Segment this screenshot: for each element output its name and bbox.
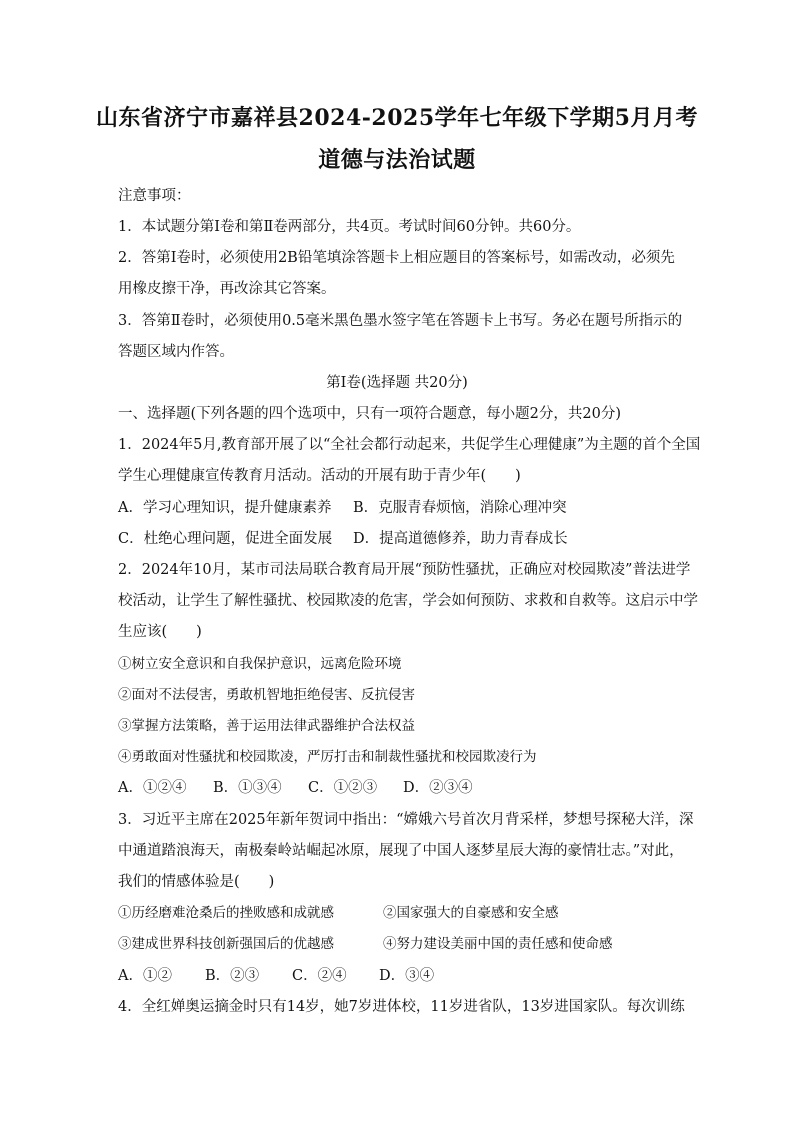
- note-1: 1．本试题分第Ⅰ卷和第Ⅱ卷两部分，共4页。考试时间60分钟。共60分。: [118, 219, 581, 235]
- q3-stem-line3: 我们的情感体验是( ): [118, 874, 275, 890]
- section-instruction: 一、选择题(下列各题的四个选项中，只有一项符合题意，每小题2分，共20分): [118, 406, 621, 422]
- q3-option-c: C．②④: [292, 968, 347, 984]
- q1-stem-line2: 学生心理健康宣传教育月活动。活动的开展有助于青少年( ): [118, 468, 521, 484]
- q2-options-row: [118, 777, 678, 799]
- q2-statement-4: ④勇敢面对性骚扰和校园欺凌，严厉打击和制裁性骚扰和校园欺凌行为: [118, 749, 537, 765]
- q3-statements-row2: [118, 933, 678, 955]
- exam-title-line1: 山东省济宁市嘉祥县2024-2025学年七年级下学期5月月考: [96, 105, 698, 131]
- q3-option-b: B．②③: [205, 968, 260, 984]
- q3-stem-line1: 3．习近平主席在2025年新年贺词中指出：“嫦娥六号首次月背采样，梦想号探秘大洋，深: [118, 812, 694, 828]
- q2-stem-line1: 2．2024年10月，某市司法局联合教育局开展“预防性骚扰，正确应对校园欺凌”普法进学: [118, 562, 691, 578]
- note-2-line1: 2．答第Ⅰ卷时，必须使用2B铅笔填涂答题卡上相应题目的答案标号，如需改动，必须先: [118, 250, 675, 266]
- q3-stem-line2: 中通道踏浪海天，南极秦岭站崛起冰原，展现了中国人逐梦星辰大海的豪情壮志。”对此，: [118, 843, 684, 859]
- q3-statement-1: ①历经磨难沧桑后的挫败感和成就感: [118, 905, 334, 921]
- q2-stem-line3: 生应该( ): [118, 624, 202, 640]
- q3-options-row: [118, 965, 678, 987]
- q2-option-a: A．①②④: [118, 780, 187, 796]
- q2-statement-2: ②面对不法侵害，勇敢机智地拒绝侵害、反抗侵害: [118, 687, 415, 703]
- part-one-title: 第Ⅰ卷(选择题 共20分): [326, 375, 468, 391]
- note-2-line2: 用橡皮擦干净，再改涂其它答案。: [118, 281, 336, 297]
- q1-option-b: B．克服青春烦恼，消除心理冲突: [353, 500, 567, 516]
- q1-stem-line1: 1．2024年5月,教育部开展了以“全社会都行动起来，共促学生心理健康”为主题的首个全国: [118, 437, 701, 453]
- q4-stem-line1: 4．全红婵奥运摘金时只有14岁，她7岁进体校，11岁进省队，13岁进国家队。每次训练: [118, 999, 685, 1015]
- q3-statement-4: ④努力建设美丽中国的责任感和使命感: [383, 936, 613, 952]
- q2-statement-3: ③掌握方法策略，善于运用法律武器维护合法权益: [118, 718, 415, 734]
- q3-option-a: A．①②: [118, 968, 172, 984]
- q1-option-c: C．杜绝心理问题，促进全面发展: [118, 531, 333, 547]
- q3-statement-3: ③建成世界科技创新强国后的优越感: [118, 936, 334, 952]
- q2-option-b: B．①③④: [213, 780, 282, 796]
- q3-option-d: D．③④: [379, 968, 435, 984]
- q3-statement-2: ②国家强大的自豪感和安全感: [383, 905, 559, 921]
- q2-option-c: C．①②③: [308, 780, 378, 796]
- exam-title-line2: 道德与法治试题: [318, 147, 476, 173]
- q1-options-row2: [118, 528, 678, 550]
- q2-option-d: D．②③④: [403, 780, 473, 796]
- note-3-line1: 3．答第Ⅱ卷时，必须使用0.5毫米黑色墨水签字笔在答题卡上书写。务必在题号所指示的: [118, 313, 683, 329]
- q1-options-row1: [118, 497, 678, 519]
- note-3-line2: 答题区域内作答。: [118, 344, 234, 360]
- q2-statement-1: ①树立安全意识和自我保护意识，远离危险环境: [118, 656, 402, 672]
- notes-heading: 注意事项：: [118, 188, 191, 204]
- q1-option-d: D．提高道德修养，助力青春成长: [353, 531, 568, 547]
- q3-statements-row1: [118, 902, 678, 924]
- q2-stem-line2: 校活动，让学生了解性骚扰、校园欺凌的危害，学会如何预防、求救和自救等。这启示中学: [118, 593, 698, 609]
- q1-option-a: A．学习心理知识，提升健康素养: [118, 500, 332, 516]
